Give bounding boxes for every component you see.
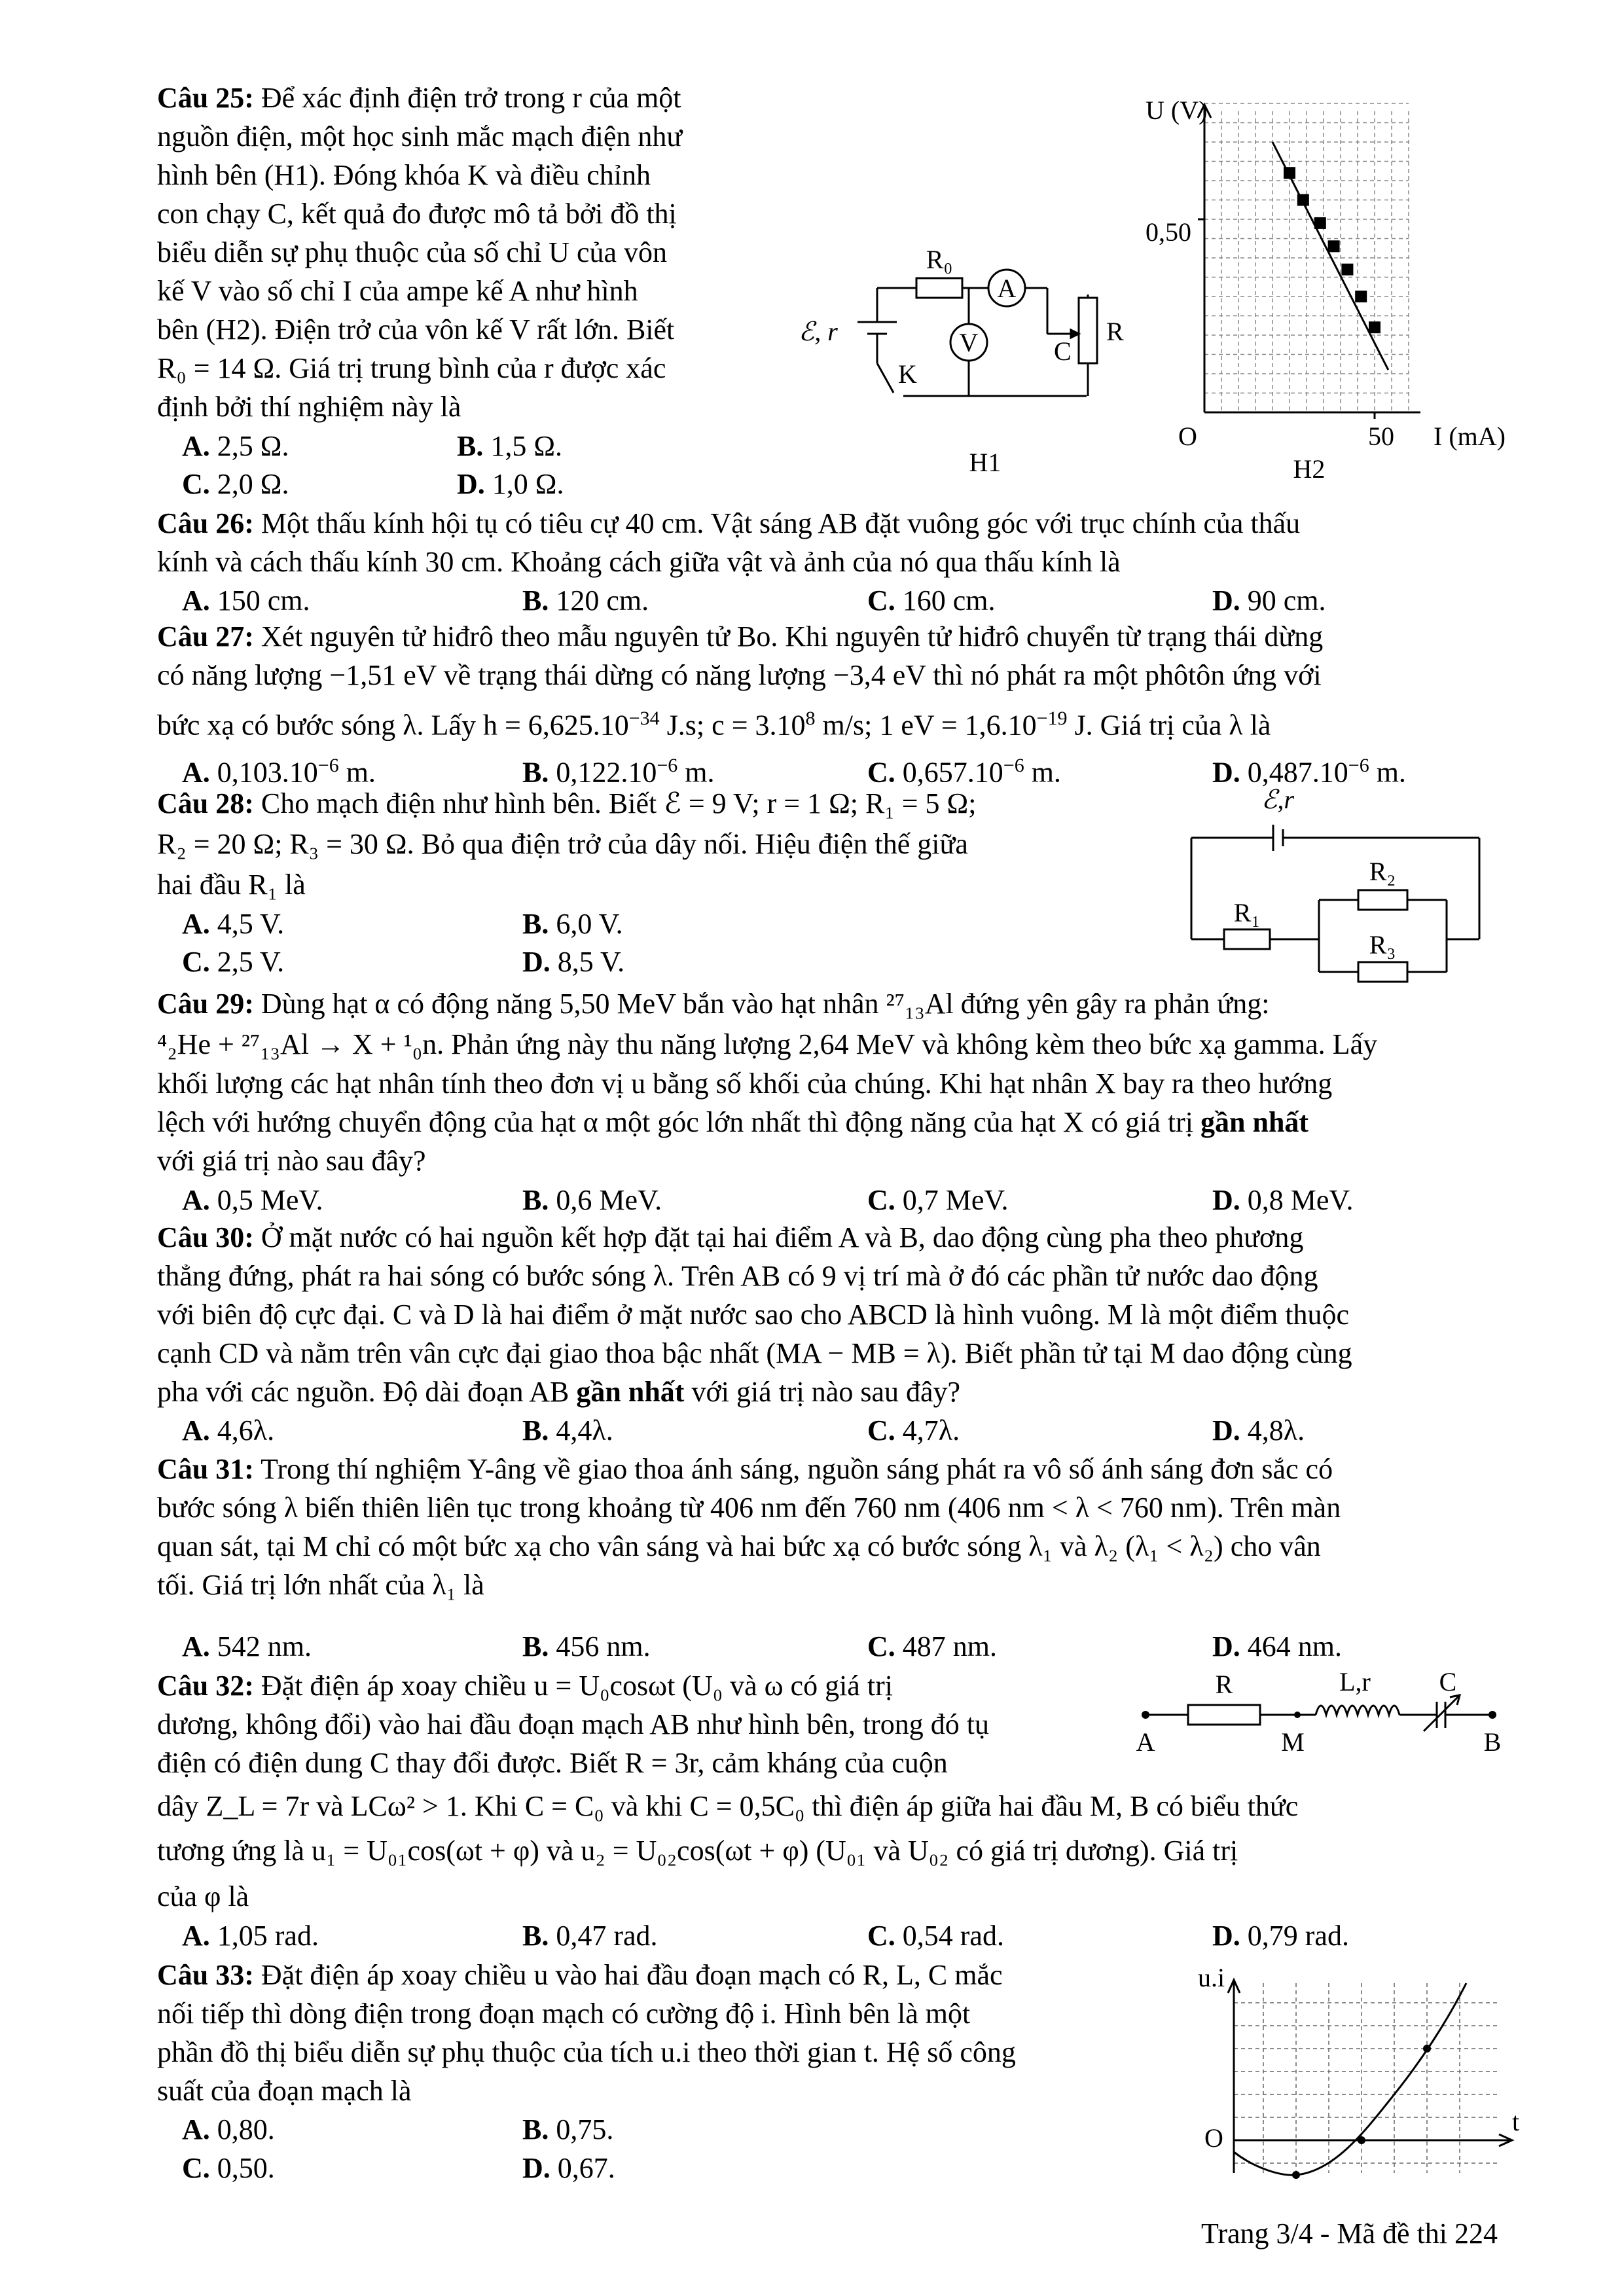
q25-line-3: hình bên (H1). Đóng khóa K và điều chỉnh	[157, 159, 651, 191]
q32-b-label: B	[1483, 1727, 1502, 1757]
q33-line-2: nối tiếp thì dòng điện trong đoạn mạch có cường độ i. Hình bên là một	[157, 1998, 971, 2030]
q32-line-6: của φ là	[157, 1880, 249, 1912]
q29-option-a[interactable]: A. 0,5 MeV.	[182, 1184, 323, 1216]
q25-line-2: nguồn điện, một học sinh mắc mạch điện như	[157, 120, 683, 152]
q28-option-b[interactable]: B. 6,0 V.	[522, 908, 623, 940]
q32-line-4: dây Z_L = 7r và LCω² > 1. Khi C = C₀ và khi C = 0,5C₀ thì điện áp giữa hai đầu M, B có biểu thức	[157, 1790, 1299, 1822]
q33-graph	[1172, 1957, 1538, 2186]
h2-data-point	[1369, 321, 1380, 333]
q29-option-d[interactable]: D. 0,8 MeV.	[1212, 1184, 1354, 1216]
q26-option-c[interactable]: C. 160 cm.	[867, 584, 996, 617]
q28-r2-label: R₂	[1369, 857, 1396, 886]
q27-number: Câu 27:	[157, 620, 254, 653]
q33-line-1: Câu 33: Đặt điện áp xoay chiều u vào hai đầu đoạn mạch có R, L, C mắc	[157, 1959, 1003, 1991]
q25-option-c[interactable]: C. 2,0 Ω.	[182, 468, 289, 500]
q29-option-b[interactable]: B. 0,6 MeV.	[522, 1184, 662, 1216]
q30-line-1: Câu 30: Ở mặt nước có hai nguồn kết hợp đặt tại hai điểm A và B, dao động cùng pha theo phương	[157, 1221, 1304, 1253]
h1-caption: H1	[969, 448, 1001, 477]
q29-number: Câu 29:	[157, 988, 254, 1020]
q26-number: Câu 26:	[157, 507, 254, 539]
q25-line-1: Câu 25: Để xác định điện trở trong r của một	[157, 82, 681, 114]
q33-number: Câu 33:	[157, 1959, 254, 1991]
q31-option-d[interactable]: D. 464 nm.	[1212, 1630, 1343, 1662]
h2-xlabel: I (mA)	[1434, 422, 1506, 451]
q28-r1-label: R₁	[1233, 898, 1261, 927]
q26-option-b[interactable]: B. 120 cm.	[522, 584, 649, 617]
q30-option-c[interactable]: C. 4,7λ.	[867, 1414, 960, 1446]
q32-m-label: M	[1281, 1727, 1305, 1757]
q25-line-4: con chạy C, kết quả đo được mô tả bởi đồ thị	[157, 198, 677, 230]
h1-slider-label: C	[1054, 336, 1072, 366]
q33-line-4: suất của đoạn mạch là	[157, 2075, 412, 2107]
h2-data-point	[1328, 240, 1340, 252]
q27-option-c[interactable]: C. $0,657.10^{-6}$ m.	[867, 755, 1061, 789]
q33-ylabel: u.i	[1198, 1963, 1225, 1992]
q27-line-2: có năng lượng −1,51 eV về trạng thái dừng có năng lượng −3,4 eV thì nó phát ra một phôtôn ứng với	[157, 659, 1322, 691]
q25-h1-circuit	[785, 223, 1126, 484]
q31-line-4: tối. Giá trị lớn nhất của λ₁ là	[157, 1569, 484, 1601]
q32-option-a[interactable]: A. 1,05 rad.	[182, 1920, 319, 1952]
q27-line-3: bức xạ có bước sóng λ. Lấy $h = 6,625.10^{-34}$ J.s; $c = 3.10^8$ m/s; 1 eV = $1,6.10^{-19}$ J. Giá trị của λ là	[157, 708, 1271, 742]
h2-data-point	[1341, 264, 1353, 276]
q25-option-b[interactable]: B. 1,5 Ω.	[457, 430, 563, 462]
q25-option-a[interactable]: A. 2,5 Ω.	[182, 430, 289, 462]
q31-option-c[interactable]: C. 487 nm.	[867, 1630, 998, 1662]
q28-option-c[interactable]: C. 2,5 V.	[182, 946, 285, 978]
q30-line-4: cạnh CD và nằm trên vân cực đại giao thoa bậc nhất (MA − MB = λ). Biết phần tử tại M dao động cùng	[157, 1337, 1352, 1369]
q31-line-1: Câu 31: Trong thí nghiệm Y-âng về giao thoa ánh sáng, nguồn sáng phát ra vô số ánh sáng đơn sắc có	[157, 1453, 1333, 1485]
q29-line-3: khối lượng các hạt nhân tính theo đơn vị u bằng số khối của chúng. Khi hạt nhân X bay ra theo hướng	[157, 1067, 1333, 1100]
q32-line-2: dương, không đổi) vào hai đầu đoạn mạch AB như hình bên, trong đó tụ	[157, 1708, 990, 1740]
h1-switch-label: K	[898, 359, 917, 389]
q33-option-d[interactable]: D. 0,67.	[522, 2152, 615, 2184]
h1-source-label: ℰ, r	[799, 317, 838, 346]
q25-number: Câu 25:	[157, 82, 254, 114]
q25-line-5: biểu diễn sự phụ thuộc của số chỉ U của vôn	[157, 236, 668, 268]
q28-r3-label: R₃	[1369, 930, 1396, 960]
q28-line-2: R₂ = 20 Ω; R₃ = 30 Ω. Bỏ qua điện trở của dây nối. Hiệu điện thế giữa	[157, 828, 968, 860]
q32-line-1: Câu 32: Đặt điện áp xoay chiều u = U₀cosωt (U₀ và ω có giá trị	[157, 1670, 893, 1702]
h1-voltmeter-label: V	[959, 328, 979, 357]
q25-option-d[interactable]: D. 1,0 Ω.	[457, 468, 564, 500]
q25-line-6: kế V vào số chỉ I của ampe kế A như hình	[157, 275, 638, 307]
q31-line-2: bước sóng λ biến thiên liên tục trong khoảng từ 406 nm đến 760 nm (406 nm < λ < 760 nm). Trên màn	[157, 1492, 1341, 1524]
q32-a-label: A	[1136, 1727, 1155, 1757]
q33-origin: O	[1204, 2123, 1223, 2153]
h2-origin: O	[1178, 422, 1197, 451]
q30-line-3: với biên độ cực đại. C và D là hai điểm ở mặt nước sao cho ABCD là hình vuông. M là một điểm thuộc	[157, 1299, 1349, 1331]
q28-line-1: Câu 28: Cho mạch điện như hình bên. Biết ℰ = 9 V; r = 1 Ω; R₁ = 5 Ω;	[157, 787, 977, 819]
q30-number: Câu 30:	[157, 1221, 254, 1253]
q32-line-5: tương ứng là u₁ = U₀₁cos(ωt + φ) và u₂ = U₀₂cos(ωt + φ) (U₀₁ và U₀₂ có giá trị dương). Giá trị	[157, 1835, 1238, 1867]
h2-data-point	[1355, 291, 1367, 302]
h1-r0-label: R₀	[926, 245, 953, 274]
q32-line-3: điện có điện dung C thay đổi được. Biết R = 3r, cảm kháng của cuộn	[157, 1747, 948, 1779]
h2-xtick-label: 50	[1368, 422, 1394, 451]
q30-line-5: pha với các nguồn. Độ dài đoạn AB gần nhất với giá trị nào sau đây?	[157, 1376, 961, 1408]
q33-option-c[interactable]: C. 0,50.	[182, 2152, 275, 2184]
q27-option-d[interactable]: D. $0,487.10^{-6}$ m.	[1212, 755, 1406, 789]
q32-option-b[interactable]: B. 0,47 rad.	[522, 1920, 658, 1952]
h2-ytick-label: 0,50	[1146, 217, 1191, 247]
q28-option-d[interactable]: D. 8,5 V.	[522, 946, 625, 978]
q27-line-1: Câu 27: Xét nguyên tử hiđrô theo mẫu nguyên tử Bo. Khi nguyên tử hiđrô chuyển từ trạng thái dừng	[157, 620, 1324, 653]
q30-option-a[interactable]: A. 4,6λ.	[182, 1414, 275, 1446]
q29-option-c[interactable]: C. 0,7 MeV.	[867, 1184, 1009, 1216]
q31-option-a[interactable]: A. 542 nm.	[182, 1630, 312, 1662]
q33-option-b[interactable]: B. 0,75.	[522, 2113, 614, 2145]
q29-line-4: lệch với hướng chuyển động của hạt α một góc lớn nhất thì động năng của hạt X có giá trị gần nhất	[157, 1106, 1309, 1138]
q32-option-d[interactable]: D. 0,79 rad.	[1212, 1920, 1349, 1952]
q27-option-a[interactable]: A. $0,103.10^{-6}$ m.	[182, 755, 376, 789]
q28-source-label: ℰ,r	[1261, 785, 1294, 814]
q30-line-2: thẳng đứng, phát ra hai sóng có bước sóng λ. Trên AB có 9 vị trí mà ở đó các phần tử nước dao động	[157, 1260, 1318, 1292]
h2-data-point	[1314, 217, 1326, 229]
q28-option-a[interactable]: A. 4,5 V.	[182, 908, 285, 940]
q27-option-b[interactable]: B. $0,122.10^{-6}$ m.	[522, 755, 715, 789]
q30-option-b[interactable]: B. 4,4λ.	[522, 1414, 613, 1446]
h1-ammeter-label: A	[997, 274, 1017, 303]
q25-h2-graph	[1113, 85, 1538, 491]
q31-line-3: quan sát, tại M chỉ có một bức xạ cho vân sáng và hai bức xạ có bước sóng λ₁ và λ₂ (λ₁ < λ₂) cho vân	[157, 1530, 1321, 1562]
q26-line-1: Câu 26: Một thấu kính hội tụ có tiêu cự 40 cm. Vật sáng AB đặt vuông góc với trục chính của thấu	[157, 507, 1301, 539]
q29-line-5: với giá trị nào sau đây?	[157, 1145, 426, 1177]
q25-line-8: R₀ = 14 Ω. Giá trị trung bình của r được xác	[157, 352, 666, 384]
q29-line-2: ⁴₂He + ²⁷₁₃Al → X + ¹₀n. Phản ứng này thu năng lượng 2,64 MeV và không kèm theo bức xạ gamma. Lấy	[157, 1028, 1378, 1060]
q32-circuit	[1126, 1666, 1519, 1764]
q25-line-7: bên (H2). Điện trở của vôn kế V rất lớn. Biết	[157, 314, 675, 346]
q32-option-c[interactable]: C. 0,54 rad.	[867, 1920, 1004, 1952]
h2-ylabel: U (V)	[1146, 96, 1208, 125]
q28-line-3: hai đầu R₁ là	[157, 869, 306, 901]
q32-c-label: C	[1439, 1667, 1457, 1696]
h2-caption: H2	[1293, 454, 1326, 484]
page-footer: Trang 3/4 - Mã đề thi 224	[1201, 2217, 1498, 2250]
q30-option-d[interactable]: D. 4,8λ.	[1212, 1414, 1305, 1446]
q26-option-a[interactable]: A. 150 cm.	[182, 584, 310, 617]
q32-r-label: R	[1215, 1670, 1233, 1699]
q33-option-a[interactable]: A. 0,80.	[182, 2113, 275, 2145]
q32-number: Câu 32:	[157, 1670, 254, 1702]
q28-circuit	[1178, 782, 1492, 992]
h2-data-point	[1297, 194, 1309, 206]
q26-option-d[interactable]: D. 90 cm.	[1212, 584, 1326, 617]
h1-rheostat-label: R	[1106, 317, 1124, 346]
q32-lr-label: L,r	[1339, 1667, 1371, 1696]
q29-line-1: Câu 29: Dùng hạt α có động năng 5,50 MeV bắn vào hạt nhân ²⁷₁₃Al đứng yên gây ra phản ứng:	[157, 988, 1270, 1020]
q33-line-3: phần đồ thị biểu diễn sự phụ thuộc của tích u.i theo thời gian t. Hệ số công	[157, 2036, 1016, 2068]
q31-number: Câu 31:	[157, 1453, 254, 1485]
q26-line-2: kính và cách thấu kính 30 cm. Khoảng cách giữa vật và ảnh của nó qua thấu kính là	[157, 546, 1121, 578]
h2-data-point	[1284, 167, 1295, 179]
q31-option-b[interactable]: B. 456 nm.	[522, 1630, 651, 1662]
q25-line-9: định bởi thí nghiệm này là	[157, 391, 461, 423]
q28-number: Câu 28:	[157, 787, 254, 819]
q33-xlabel: t	[1512, 2107, 1520, 2136]
